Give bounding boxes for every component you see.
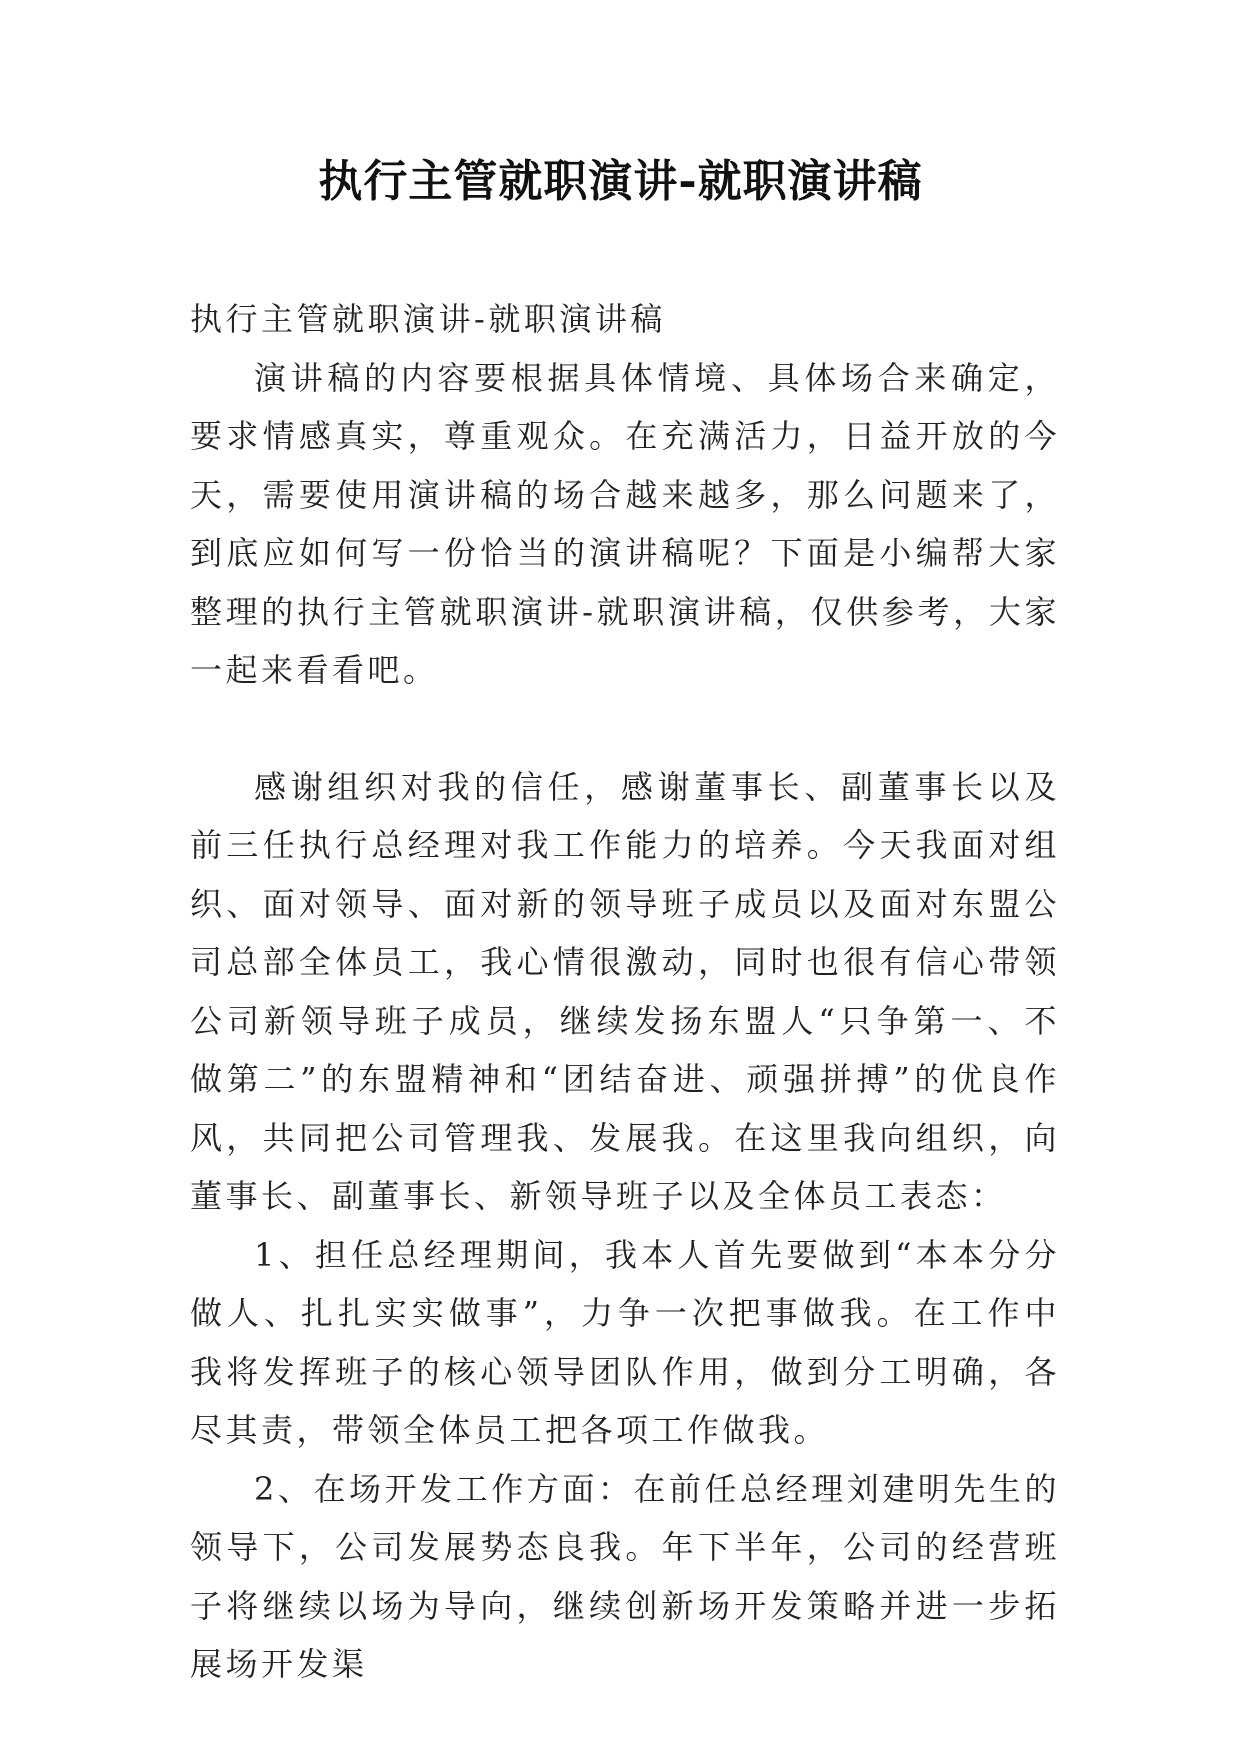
paragraph-spacer (190, 700, 1060, 758)
body-paragraph-point-2: 2、在场开发工作方面：在前任总经理刘建明先生的领导下，公司发展势态良我。年下半年，公司的经营班子将继续以场为导向，继续创新场开发策略并进一步拓展场开发渠 (190, 1469, 1060, 1683)
body-paragraph-point-1: 1、担任总经理期间，我本人首先要做到“本本分分做人、扎扎实实做事”，力争一次把事做我。在工作中我将发挥班子的核心领导团队作用，做到分工明确，各尽其责，带领全体员工把各项工作做我。 (190, 1235, 1060, 1449)
intro-paragraph: 演讲稿的内容要根据具体情境、具体场合来确定，要求情感真实，尊重观众。在充满活力，日益开放的今天，需要使用演讲稿的场合越来越多，那么问题来了，到底应如何写一份恰当的演讲稿呢？下面是小编帮大家整理的执行主管就职演讲-就职演讲稿，仅供参考，大家一起来看看吧。 (190, 358, 1060, 689)
document-subtitle: 执行主管就职演讲-就职演讲稿 (190, 300, 666, 338)
document-title: 执行主管就职演讲-就职演讲稿 (318, 156, 923, 207)
body-paragraph-thanks: 感谢组织对我的信任，感谢董事长、副董事长以及前三任执行总经理对我工作能力的培养。今天我面对组织、面对领导、面对新的领导班子成员以及面对东盟公司总部全体员工，我心情很激动，同时也很有信心带领公司新领导班子成员，继续发扬东盟人“只争第一、不做第二”的东盟精神和“团结奋进、顽强拼搏”的优良作风，共同把公司管理我、发展我。在这里我向组织，向董事长、副董事长、新领导班子以及全体员工表态： (190, 767, 1060, 1215)
document-body (190, 290, 1060, 1694)
